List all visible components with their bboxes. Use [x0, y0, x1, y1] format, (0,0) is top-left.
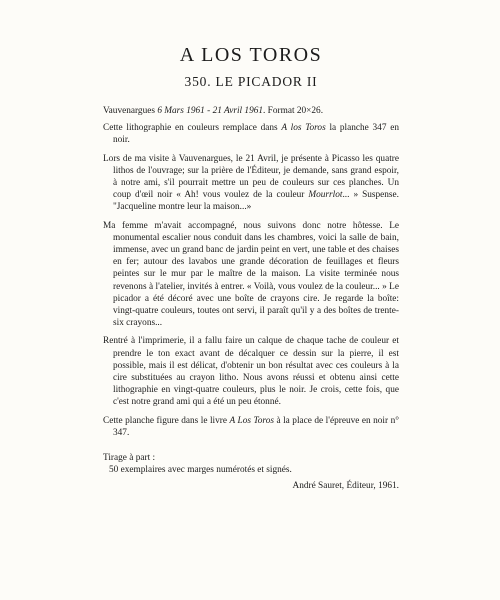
page-title: A LOS TOROS: [179, 44, 323, 66]
paragraph-visit: [103, 153, 399, 214]
book-title-italic: A Los Toros: [229, 415, 274, 426]
paragraph-book-placement: [103, 415, 399, 439]
paragraph-text: Cette lithographie en couleurs remplace dans: [103, 123, 282, 134]
plate-subtitle: 350. LE PICADOR II: [184, 74, 318, 89]
book-title-italic: A los Toros: [281, 123, 326, 134]
format-text: . Format 20×26.: [263, 106, 324, 116]
publisher-signature: André Sauret, Éditeur, 1961.: [292, 481, 399, 492]
paragraph-house-tour: Ma femme m'avait accompagné, nous suivons donc notre hôtesse. Le monumental escalier nous conduit dans les chambres, voici la salle de bain, immense, avec un grand banc de jardin peint en vert, une table et des chaises en fer; autour des lavabos une grande décoration de feuillages et fleurs peintes sur le mur par le maître de la maison. La visite terminée nous revenons à l'atelier, invités à entrer. « Voilà, vous voulez de la couleur... » Le picador a été décoré avec une boîte de crayons cire. Je regarde la boîte: vingt-quatre couleurs, toutes ont servi, il paraît qu'il y a des boîtes de trente-six crayons...: [103, 220, 399, 329]
edition-label: Tirage à part :: [103, 453, 156, 464]
paragraph-replacement: [103, 122, 399, 146]
date-format-line: [103, 105, 399, 117]
paragraph-text: à la place de l'épreuve en noir n° 347.: [113, 415, 399, 438]
paragraph-text: Lors de ma visite à Vauvenargues, le 21 Avril, je présente à Picasso les quatre lithos de l'ouvrage; sur la prière de l'Éditeur, je demande, sans grand espoir, à notre ami, s'il pourrait mettre un peu de couleurs sur ces planches. Un coup d'œil noir « Ah! vous voulez de la couleur: [103, 153, 399, 201]
name-italic: Mourrlot: [308, 190, 343, 201]
paragraph-text: ... » Suspense. "Jacqueline montre leur la maison...»: [113, 190, 400, 213]
entry-body: [103, 105, 399, 493]
edition-detail: 50 exemplaires avec marges numérotés et signés.: [109, 465, 292, 476]
edition-info: [103, 452, 399, 476]
place-text: Vauvenargues: [103, 106, 155, 116]
paragraph-text: Cette planche figure dans le livre: [103, 415, 230, 426]
paragraph-text: la planche 347 en noir.: [113, 123, 399, 146]
paragraph-printing: Rentré à l'imprimerie, il a fallu faire un calque de chaque tache de couleur et prendre le ton exact avant de décalquer ce dessin sur la pierre, il est possible, mais il est délicat, d'obtenir un bon résultat avec ces couleurs à la cire substituées au crayon litho. Nous avons réussi et obtenu ainsi cette lithographie en vingt-quatre couleurs, plus le noir. Je crois, cette fois, que c'est notre grand ami qui a été un peu étonné.: [103, 336, 399, 408]
dates-text: 6 Mars 1961 - 21 Avril 1961: [157, 106, 264, 116]
